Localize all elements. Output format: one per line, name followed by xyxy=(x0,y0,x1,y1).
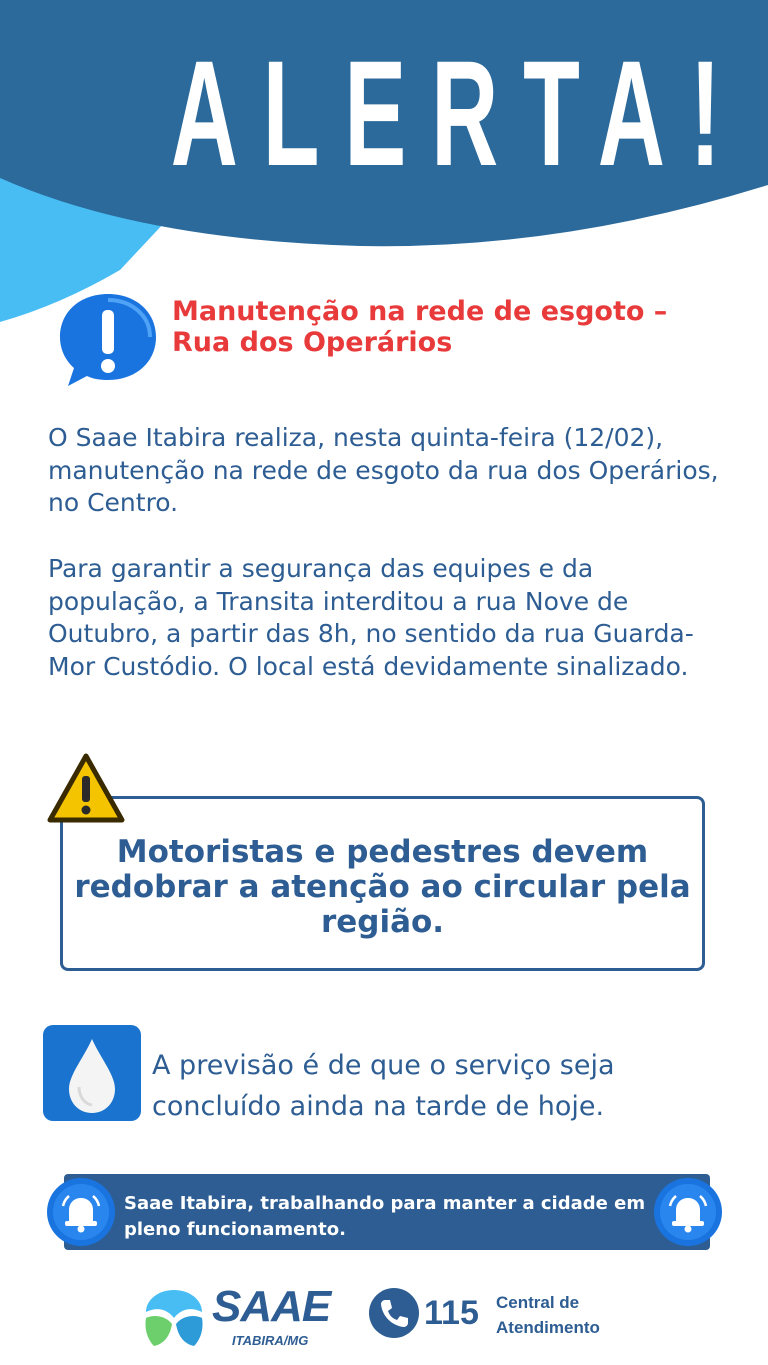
notice-headline: Manutenção na rede de esgoto – Rua dos Operários xyxy=(172,296,668,358)
warning-box xyxy=(60,796,705,971)
warning-text: Motoristas e pedestres devem redobrar a atenção ao circular pela região. xyxy=(74,834,691,940)
phone-label: Central de Atendimento xyxy=(496,1293,600,1337)
forecast-text: A previsão é de que o serviço seja concluído ainda na tarde de hoje. xyxy=(152,1050,615,1122)
exclamation-bubble-icon xyxy=(56,290,160,390)
warning-triangle-icon xyxy=(46,752,126,826)
logo-subtitle: ITABIRA/MG xyxy=(232,1333,309,1348)
bell-icon xyxy=(45,1176,117,1248)
body-paragraph-2: Para garantir a segurança das equipes e da população, a Transita interditou a rua Nove de Outubro, a partir das 8h, no sentido da rua Guarda-Mor Custódio. O local está devidamente sinalizado. xyxy=(48,554,694,681)
banner-text: Saae Itabira, trabalhando para manter a cidade em pleno funcionamento. xyxy=(124,1193,646,1240)
saae-logo-icon xyxy=(140,1284,208,1352)
alert-title: ALERTA! xyxy=(170,29,746,197)
footer-banner xyxy=(64,1174,710,1250)
phone-icon xyxy=(368,1287,420,1339)
bell-icon xyxy=(652,1176,724,1248)
phone-number: 115 xyxy=(424,1294,479,1332)
body-paragraph-1: O Saae Itabira realiza, nesta quinta-feira (12/02), manutenção na rede de esgoto da rua dos Operários, no Centro. xyxy=(48,423,719,517)
logo-name: SAAE xyxy=(212,1282,331,1331)
water-drop-tile xyxy=(43,1025,141,1121)
water-drop-icon xyxy=(43,1025,141,1121)
